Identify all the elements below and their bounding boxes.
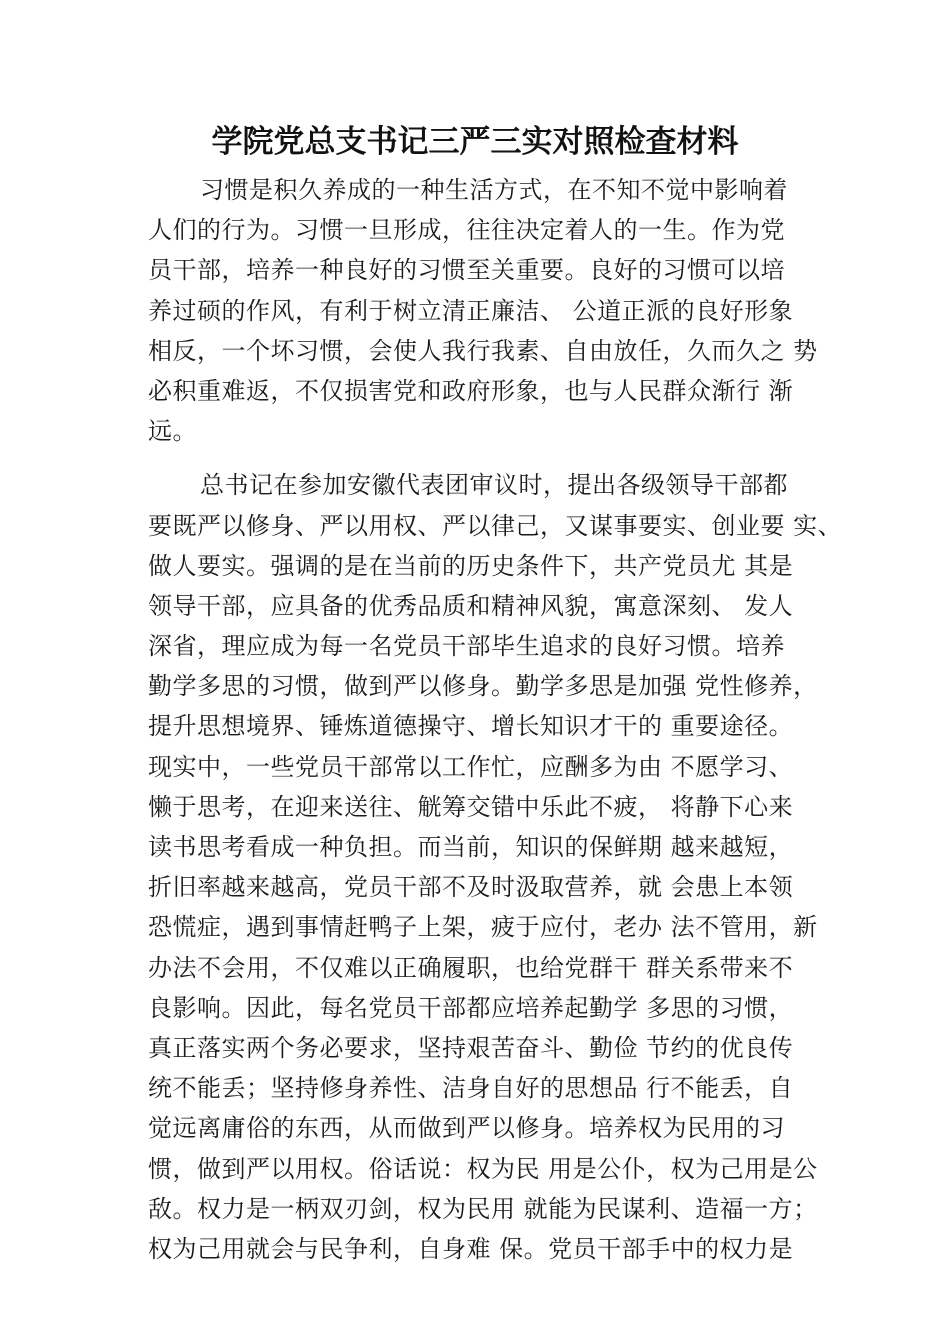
- paragraph-line: 要既严以修身、严以用权、严以律己，又谋事要实、创业要 实、: [148, 511, 843, 540]
- paragraph-line: 真正落实两个务必要求，坚持艰苦奋斗、勤俭 节约的优良传: [148, 1033, 794, 1062]
- paragraph-line: 折旧率越来越高，党员干部不及时汲取营养，就 会患上本领: [148, 873, 794, 902]
- paragraph-line: 读书思考看成一种负担。而当前，知识的保鲜期 越来越短，: [148, 833, 794, 861]
- paragraph-1: [148, 170, 828, 451]
- paragraph-line: 统不能丢；坚持修身养性、洁身自好的思想品 行不能丢，自: [148, 1074, 794, 1103]
- paragraph-line: 恐慌症，遇到事情赶鸭子上架，疲于应付，老办 法不管用，新: [148, 913, 818, 942]
- paragraph-line: 觉远离庸俗的东西，从而做到严以修身。培养权为民用的习: [148, 1114, 785, 1143]
- paragraph-line: 总书记在参加安徽代表团审议时，提出各级领导干部都: [200, 471, 788, 500]
- paragraph-line: 办法不会用，不仅难以正确履职，也给党群干 群关系带来不: [148, 953, 794, 982]
- document-body: [148, 170, 843, 1269]
- paragraph-line: 相反，一个坏习惯，会使人我行我素、自由放任，久而久之 势: [148, 336, 818, 365]
- paragraph-line: 员干部，培养一种良好的习惯至关重要。良好的习惯可以培: [148, 256, 785, 285]
- paragraph-line: 必积重难返，不仅损害党和政府形象，也与人民群众渐行 渐: [148, 376, 794, 405]
- paragraph-line: 习惯是积久养成的一种生活方式，在不知不觉中影响着: [200, 176, 788, 204]
- paragraph-line: 敌。权力是一柄双刃剑，权为民用 就能为民谋利、造福一方；: [148, 1194, 818, 1223]
- paragraph-line: 深省，理应成为每一名党员干部毕生追求的良好习惯。培养: [148, 632, 785, 661]
- paragraph-line: 人们的行为。习惯一旦形成，往往决定着人的一生。作为党: [148, 216, 785, 245]
- paragraph-line: 提升思想境界、锤炼道德操守、增长知识才干的 重要途径。: [148, 712, 794, 741]
- document-title: 学院党总支书记三严三实对照检查材料: [211, 124, 739, 160]
- paragraph-line: 领导干部，应具备的优秀品质和精神风貌，寓意深刻、 发人: [148, 591, 794, 620]
- paragraph-line: 良影响。因此，每名党员干部都应培养起勤学 多思的习惯，: [148, 993, 794, 1022]
- paragraph-line: 懒于思考，在迎来送往、觥筹交错中乐此不疲， 将静下心来: [148, 792, 794, 821]
- paragraph-line: 做人要实。强调的是在当前的历史条件下，共产党员尤 其是: [148, 551, 794, 580]
- paragraph-line: 勤学多思的习惯，做到严以修身。勤学多思是加强 党性修养，: [148, 672, 818, 701]
- paragraph-2: [148, 465, 843, 1269]
- paragraph-line: 权为己用就会与民争利，自身难 保。党员干部手中的权力是: [148, 1234, 794, 1263]
- paragraph-line: 现实中，一些党员干部常以工作忙，应酬多为由 不愿学习、: [148, 752, 794, 781]
- paragraph-line: 养过硕的作风，有利于树立清正廉洁、 公道正派的良好形象: [148, 296, 794, 325]
- paragraph-line: 惯，做到严以用权。俗话说：权为民 用是公仆，权为己用是公: [148, 1154, 818, 1183]
- paragraph-line: 远。: [148, 417, 197, 446]
- paragraph-spacer: [148, 451, 828, 465]
